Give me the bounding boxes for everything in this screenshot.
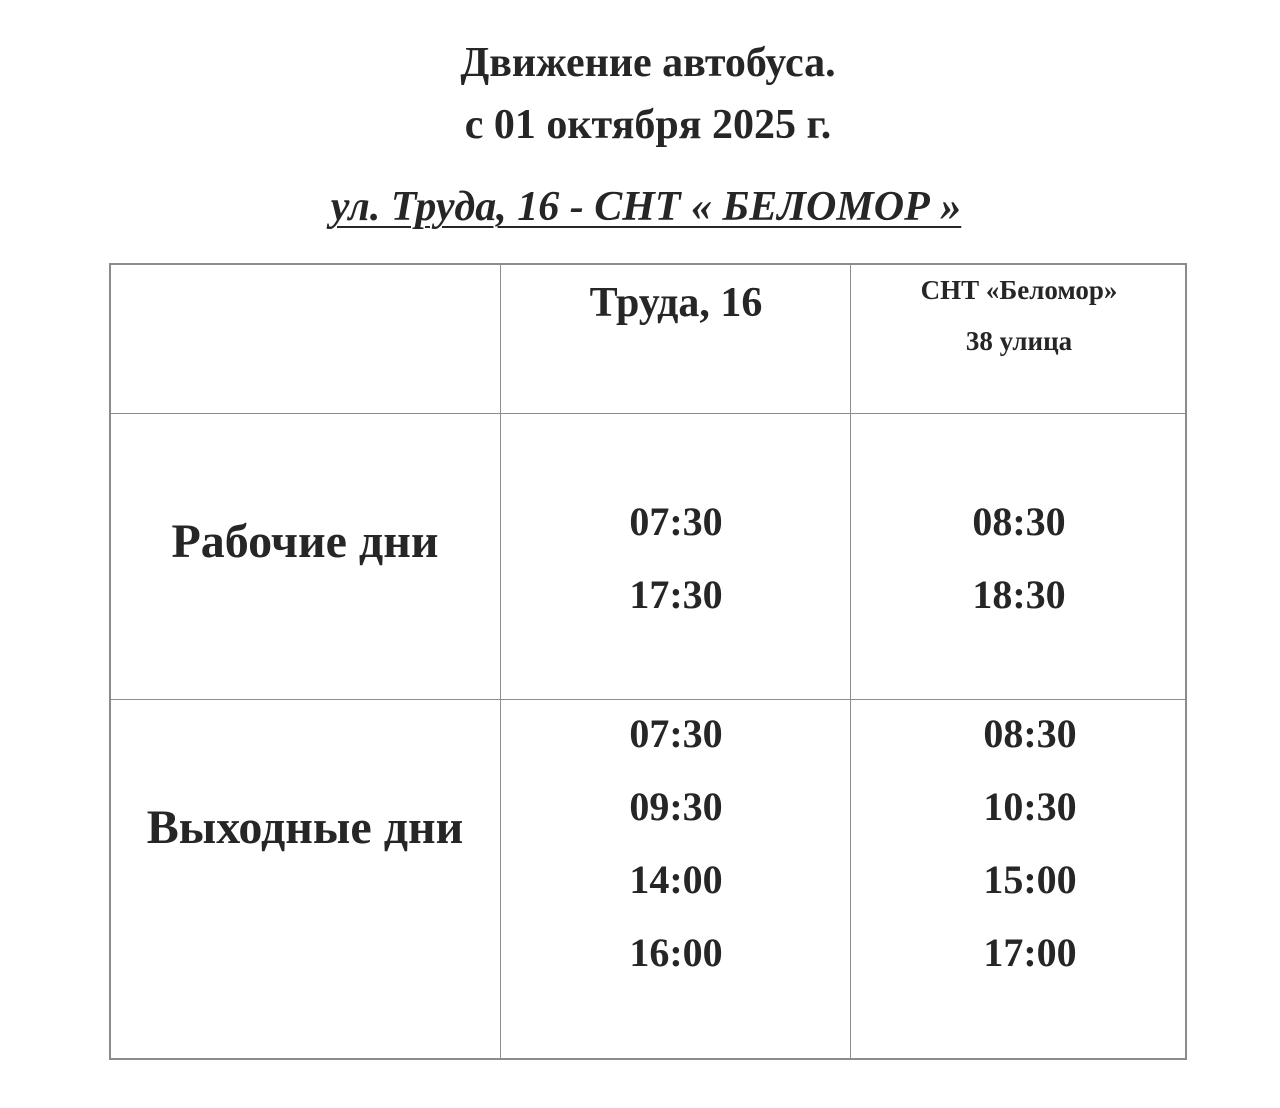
weekend-times-belomor: [862, 697, 1198, 989]
time-entry: 09:30: [629, 784, 723, 829]
time-entry: 16:00: [629, 930, 723, 975]
time-entry: 15:00: [983, 857, 1077, 902]
time-entry: 07:30: [629, 711, 723, 756]
route-name: ул. Труда, 16 - СНТ « БЕЛОМОР »: [330, 184, 962, 230]
time-entry: 08:30: [972, 499, 1066, 544]
time-entry: 10:30: [983, 784, 1077, 829]
schedule-title-line1: Движение автобуса.: [460, 40, 836, 86]
weekday-times-belomor: [851, 485, 1187, 631]
time-entry: 17:30: [629, 572, 723, 617]
time-entry: 18:30: [972, 572, 1066, 617]
row-label-weekdays: Рабочие дни: [171, 515, 439, 568]
table-divider: [109, 413, 1187, 414]
column-header-belomor-street: 38 улица: [965, 326, 1073, 356]
weekend-times-trud: [501, 697, 851, 989]
time-entry: 08:30: [983, 711, 1077, 756]
column-header-belomor: СНТ «Беломор»: [920, 275, 1118, 305]
weekday-times-trud: [501, 485, 851, 631]
row-label-weekends: Выходные дни: [146, 801, 464, 854]
schedule-title-line2: с 01 октября 2025 г.: [464, 102, 832, 148]
time-entry: 17:00: [983, 930, 1077, 975]
column-header-trud: Труда, 16: [589, 280, 763, 326]
time-entry: 14:00: [629, 857, 723, 902]
time-entry: 07:30: [629, 499, 723, 544]
